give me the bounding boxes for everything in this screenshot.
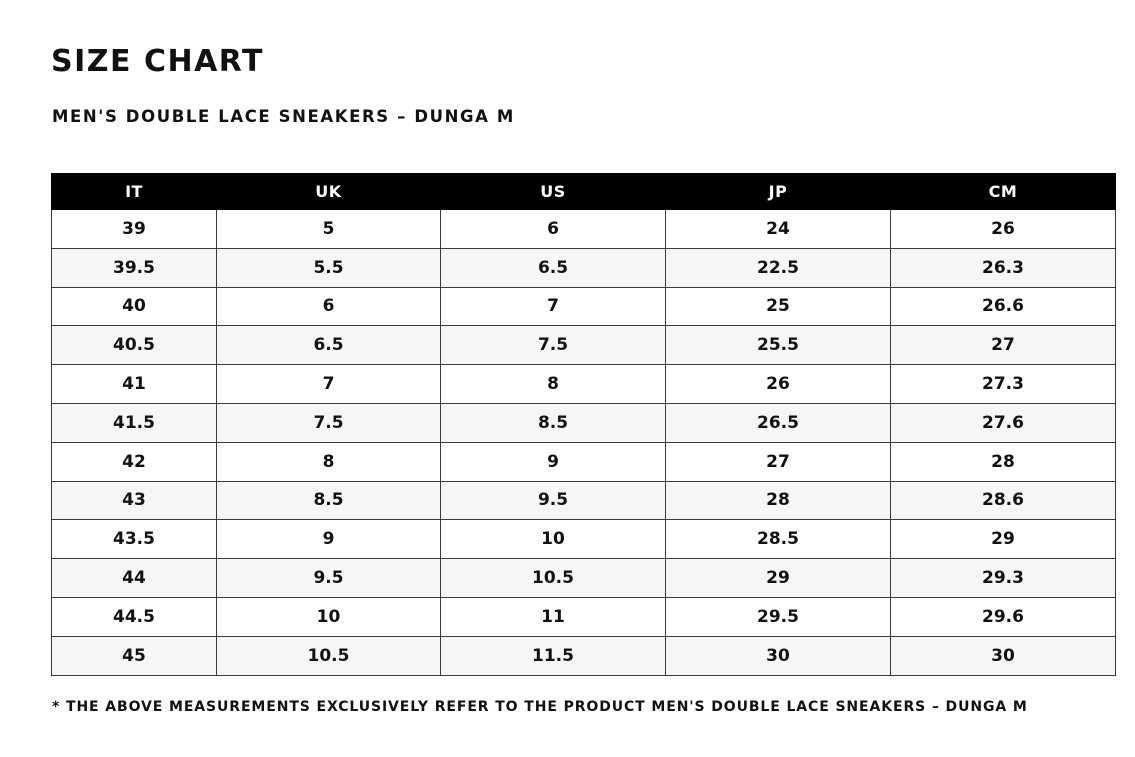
page-title: SIZE CHART [51, 44, 265, 79]
cell-us: 10 [441, 520, 666, 559]
cell-us: 10.5 [441, 559, 666, 598]
cell-uk: 5 [217, 210, 441, 249]
cell-uk: 7 [217, 365, 441, 404]
cell-jp: 28.5 [666, 520, 891, 559]
cell-cm: 29.6 [891, 597, 1116, 636]
cell-it: 39 [52, 210, 217, 249]
table-row [52, 520, 1116, 559]
table-row [52, 597, 1116, 636]
table-row [52, 442, 1116, 481]
cell-jp: 30 [666, 636, 891, 675]
table-row [52, 248, 1116, 287]
cell-cm: 27.3 [891, 365, 1116, 404]
cell-jp: 24 [666, 210, 891, 249]
cell-it: 41 [52, 365, 217, 404]
cell-uk: 9 [217, 520, 441, 559]
size-chart-table [51, 173, 1116, 676]
cell-jp: 22.5 [666, 248, 891, 287]
table-row [52, 559, 1116, 598]
cell-jp: 26 [666, 365, 891, 404]
cell-it: 40 [52, 287, 217, 326]
cell-us: 9.5 [441, 481, 666, 520]
cell-it: 43 [52, 481, 217, 520]
cell-jp: 28 [666, 481, 891, 520]
column-header-it: IT [52, 174, 217, 210]
table-row [52, 403, 1116, 442]
cell-it: 41.5 [52, 403, 217, 442]
table-row [52, 365, 1116, 404]
column-header-us: US [441, 174, 666, 210]
table-row [52, 636, 1116, 675]
cell-jp: 29.5 [666, 597, 891, 636]
cell-us: 7 [441, 287, 666, 326]
footnote: * THE ABOVE MEASUREMENTS EXCLUSIVELY REFER TO THE PRODUCT MEN'S DOUBLE LACE SNEAKERS – DUNGA M [52, 699, 1028, 715]
cell-us: 8.5 [441, 403, 666, 442]
cell-us: 6.5 [441, 248, 666, 287]
cell-jp: 25 [666, 287, 891, 326]
cell-uk: 10.5 [217, 636, 441, 675]
table-row [52, 210, 1116, 249]
cell-it: 45 [52, 636, 217, 675]
table-row [52, 287, 1116, 326]
table-row [52, 326, 1116, 365]
cell-jp: 25.5 [666, 326, 891, 365]
cell-uk: 6 [217, 287, 441, 326]
cell-it: 44.5 [52, 597, 217, 636]
cell-cm: 28 [891, 442, 1116, 481]
cell-cm: 26.6 [891, 287, 1116, 326]
header-row [52, 174, 1116, 210]
column-header-uk: UK [217, 174, 441, 210]
cell-it: 40.5 [52, 326, 217, 365]
cell-it: 42 [52, 442, 217, 481]
cell-us: 7.5 [441, 326, 666, 365]
cell-cm: 29 [891, 520, 1116, 559]
cell-uk: 9.5 [217, 559, 441, 598]
cell-jp: 26.5 [666, 403, 891, 442]
cell-it: 44 [52, 559, 217, 598]
cell-cm: 27 [891, 326, 1116, 365]
cell-uk: 8 [217, 442, 441, 481]
cell-uk: 10 [217, 597, 441, 636]
cell-us: 6 [441, 210, 666, 249]
table-row [52, 481, 1116, 520]
cell-us: 11.5 [441, 636, 666, 675]
cell-us: 9 [441, 442, 666, 481]
cell-cm: 26.3 [891, 248, 1116, 287]
cell-uk: 7.5 [217, 403, 441, 442]
cell-cm: 27.6 [891, 403, 1116, 442]
column-header-jp: JP [666, 174, 891, 210]
cell-us: 11 [441, 597, 666, 636]
cell-it: 43.5 [52, 520, 217, 559]
cell-uk: 8.5 [217, 481, 441, 520]
cell-cm: 28.6 [891, 481, 1116, 520]
cell-jp: 27 [666, 442, 891, 481]
cell-it: 39.5 [52, 248, 217, 287]
cell-uk: 6.5 [217, 326, 441, 365]
cell-uk: 5.5 [217, 248, 441, 287]
table-body [52, 210, 1116, 676]
column-header-cm: CM [891, 174, 1116, 210]
cell-jp: 29 [666, 559, 891, 598]
cell-cm: 29.3 [891, 559, 1116, 598]
cell-cm: 26 [891, 210, 1116, 249]
cell-cm: 30 [891, 636, 1116, 675]
cell-us: 8 [441, 365, 666, 404]
table-header [52, 174, 1116, 210]
page-subtitle: MEN'S DOUBLE LACE SNEAKERS – DUNGA M [52, 107, 515, 126]
